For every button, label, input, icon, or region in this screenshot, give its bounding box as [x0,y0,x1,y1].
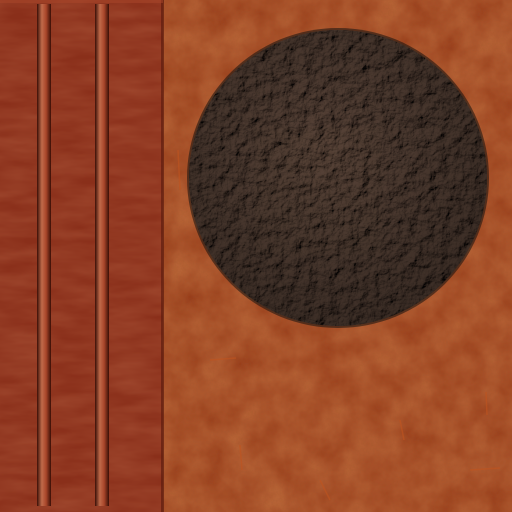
left-panel-top-edge [0,0,163,3]
left-panel-edge [161,0,164,512]
rust-scratch-mark [486,392,487,415]
vertical-groove-left [37,4,51,506]
vertical-groove-right [95,4,109,506]
left-panel [0,0,164,512]
left-panel-grain [0,0,163,512]
